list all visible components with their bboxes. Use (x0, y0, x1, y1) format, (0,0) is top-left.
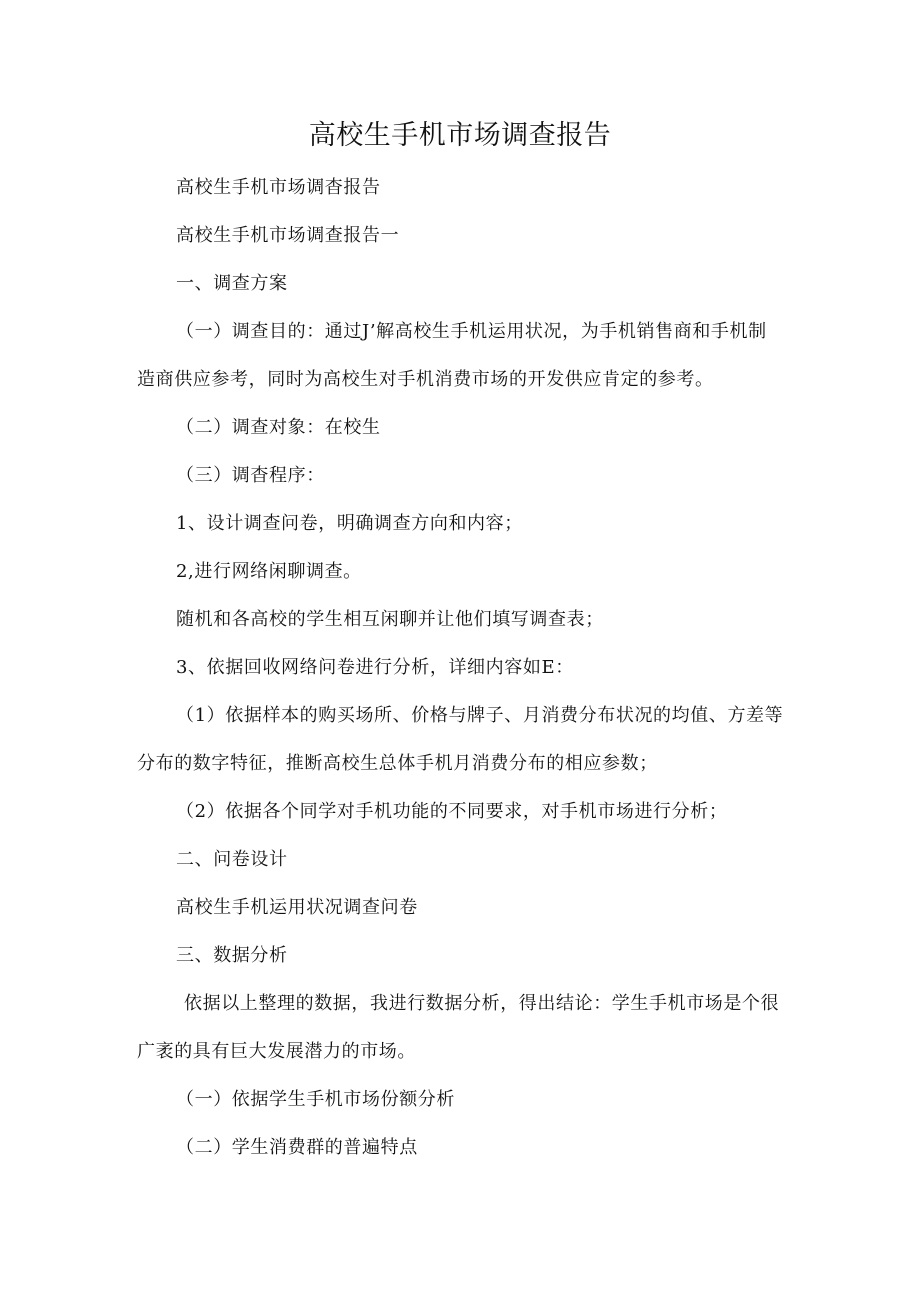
paragraph-line: 高校生手机运用状况调查问卷 (176, 897, 418, 918)
paragraph-line: （一）调查目的：通过J’解高校生手机运用状况，为手机销售商和手机制 (176, 321, 767, 342)
section-heading: 二、问卷设计 (176, 849, 288, 870)
document-title: 高校生手机市场调查报告 (308, 120, 612, 151)
paragraph-line: 造商供应参考，同时为高校生对手机消费市场的开发供应肯定的参考。 (137, 369, 714, 390)
paragraph-line: （1）依据样本的购买场所、价格与牌子、月消费分布状况的均值、方差等 (176, 705, 784, 726)
paragraph-line: 高校生手机市场调杳报告 (176, 177, 381, 198)
paragraph-line: （二）调查对象：在校生 (176, 417, 381, 438)
section-heading: 三、数据分析 (176, 945, 288, 966)
paragraph-line: 广袤的具有巨大发展潜力的市场。 (137, 1041, 416, 1062)
paragraph-line: 3、依据回收网络问卷进行分析，详细内容如E： (176, 657, 574, 678)
paragraph-line: （2）依据各个同学对手机功能的不同要求，对手机市场进行分析； (176, 801, 728, 822)
paragraph-line: 分布的数字特征，推断高校生总体手机月消费分布的相应参数； (137, 753, 658, 774)
paragraph-line: 高校生手机市场调查报告一 (176, 225, 400, 246)
paragraph-line: 1、设计调查问卷，明确调查方向和内容； (176, 513, 523, 534)
paragraph-line: 随机和各高校的学生相互闲聊并让他们填写调查表； (176, 609, 604, 630)
section-heading: 一、调查方案 (176, 273, 288, 294)
paragraph-line: 2,进行网络闲聊调查。 (176, 561, 362, 582)
paragraph-line: （三）调杳程序： (176, 465, 325, 486)
paragraph-line: （二）学生消费群的普遍特点 (176, 1137, 418, 1158)
paragraph-line: （一）依据学生手机市场份额分析 (176, 1089, 455, 1110)
paragraph-line: 依据以上整理的数据，我进行数据分析，得出结论：学生手机市场是个很 (184, 993, 780, 1014)
